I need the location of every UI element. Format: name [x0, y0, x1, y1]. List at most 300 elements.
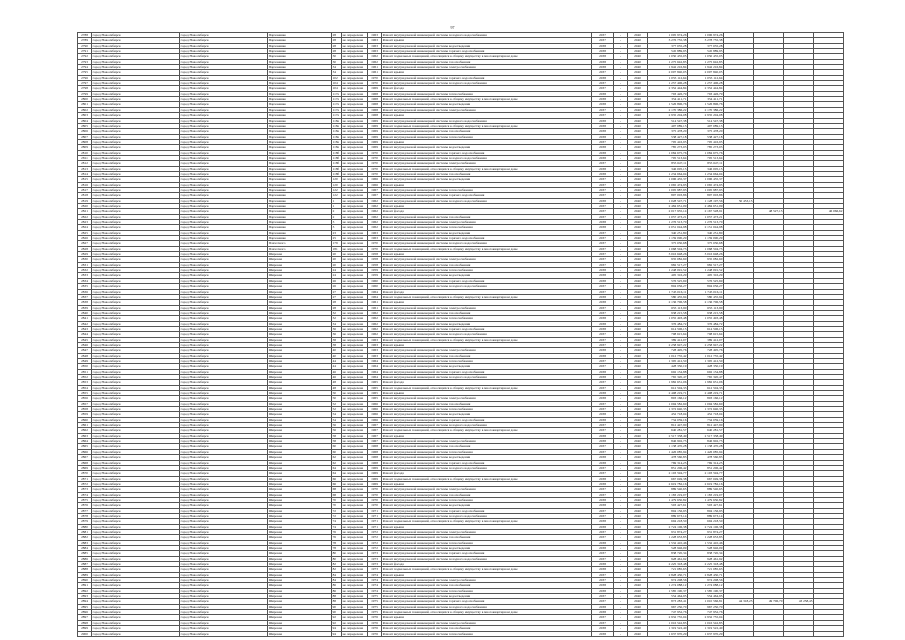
term-year-cell: 2040: [628, 321, 648, 326]
plan-year-cell: 2038: [592, 348, 614, 353]
street-cell: Широкая: [268, 428, 332, 433]
extra-cost-cell-1: 44 318,25: [724, 599, 754, 604]
status-cell: не определена: [342, 562, 368, 567]
cost-cell: 538 427,18: [648, 134, 688, 139]
cost-cell: 705 416,95: [648, 139, 688, 144]
row-number-cell: 2893: [78, 594, 92, 599]
municipality-cell: город Новосибирск: [180, 107, 268, 112]
region-cell: город Новосибирск: [92, 540, 180, 545]
municipality-cell: город Новосибирск: [180, 209, 268, 214]
street-cell: Широкая: [268, 294, 332, 299]
plan-year-cell: 2038: [592, 75, 614, 80]
region-cell: город Новосибирск: [92, 262, 180, 267]
region-cell: город Новосибирск: [92, 316, 180, 321]
work-type-cell: Ремонт внутридомовой инженерной системы электроснабжения: [382, 439, 592, 444]
cost-cell: 1 257 406,28: [648, 81, 688, 86]
status-cell: не определена: [342, 610, 368, 615]
plan-year-cell: 2037: [592, 492, 614, 497]
municipality-cell: город Новосибирск: [180, 620, 268, 625]
plan-year-cell: 2038: [592, 294, 614, 299]
total-cell: 2 828 430,71: [688, 572, 724, 577]
house-number-cell: 52: [332, 401, 342, 406]
row-number-cell: 2835: [78, 284, 92, 289]
street-cell: Широкая: [268, 588, 332, 593]
plan-year-cell: 2037: [592, 214, 614, 219]
street-cell: Широкая: [268, 449, 332, 454]
status-cell: не определена: [342, 599, 368, 604]
street-cell: Пархоменко: [268, 225, 332, 230]
work-type-cell: Ремонт внутридомовой инженерной системы электроснабжения: [382, 487, 592, 492]
region-cell: город Новосибирск: [92, 177, 180, 182]
plan-year-cell: 2038: [592, 273, 614, 278]
construction-year-cell: 1969: [368, 123, 382, 128]
total-cell: 1 274 088,12: [688, 583, 724, 588]
term-year-cell: 2040: [628, 198, 648, 203]
row-number-cell: 2831: [78, 262, 92, 267]
term-year-cell: 2040: [628, 348, 648, 353]
house-number-cell: 44: [332, 358, 342, 363]
street-cell: Широкая: [268, 556, 332, 561]
work-type-cell: Ремонт внутридомовой инженерной системы теплоснабжения: [382, 134, 592, 139]
work-type-cell: Ремонт крыши: [382, 70, 592, 75]
cost-cell: 889 673,14: [648, 513, 688, 518]
work-type-cell: Ремонт внутридомовой инженерной системы водоотведения: [382, 321, 592, 326]
house-number-cell: 90: [332, 610, 342, 615]
total-cell: 528 946,09: [688, 546, 724, 551]
street-cell: Пархоменко: [268, 209, 332, 214]
house-number-cell: 78: [332, 540, 342, 545]
work-type-cell: Ремонт фасада: [382, 209, 592, 214]
municipality-cell: город Новосибирск: [180, 278, 268, 283]
street-cell: Пархоменко: [268, 107, 332, 112]
construction-year-cell: 1966: [368, 412, 382, 417]
dash-cell: -: [614, 428, 628, 433]
construction-year-cell: 1976: [368, 620, 382, 625]
plan-year-cell: 2038: [592, 198, 614, 203]
house-number-cell: 118а: [332, 139, 342, 144]
term-year-cell: 2040: [628, 278, 648, 283]
row-number-cell: 2865: [78, 444, 92, 449]
status-cell: не определена: [342, 86, 368, 91]
dash-cell: -: [614, 252, 628, 257]
term-year-cell: 2040: [628, 273, 648, 278]
work-type-cell: Ремонт внутридомовой инженерной системы горячего водоснабжения: [382, 75, 592, 80]
plan-year-cell: 2037: [592, 257, 614, 262]
total-cell: 2 352 444,84: [688, 86, 724, 91]
street-cell: Широкая: [268, 615, 332, 620]
term-year-cell: 2040: [628, 187, 648, 192]
status-cell: не определена: [342, 150, 368, 155]
region-cell: город Новосибирск: [92, 551, 180, 556]
row-number-cell: 2859: [78, 412, 92, 417]
construction-year-cell: 1963: [368, 33, 382, 38]
work-type-cell: Ремонт внутридомовой инженерной системы газоснабжения: [382, 626, 592, 631]
plan-year-cell: 2038: [592, 369, 614, 374]
row-number-cell: 2812: [78, 161, 92, 166]
term-year-cell: 2040: [628, 204, 648, 209]
cost-cell: 2 619 782,16: [648, 481, 688, 486]
construction-year-cell: 1966: [368, 407, 382, 412]
total-cell: 804 156,93: [688, 508, 724, 513]
construction-year-cell: 1970: [368, 75, 382, 80]
total-cell: 354 411,71: [688, 97, 724, 102]
dash-cell: -: [614, 412, 628, 417]
work-type-cell: Ремонт крыши: [382, 615, 592, 620]
plan-year-cell: 2038: [592, 225, 614, 230]
status-cell: не определена: [342, 465, 368, 470]
cost-cell: 428 350,19: [648, 364, 688, 369]
region-cell: город Новосибирск: [92, 610, 180, 615]
work-type-cell: Ремонт внутридомовой инженерной системы холодного водоснабжения: [382, 118, 592, 123]
construction-year-cell: 1973: [368, 562, 382, 567]
row-number-cell: 2889: [78, 572, 92, 577]
municipality-cell: город Новосибирск: [180, 546, 268, 551]
cost-cell: 1 068 504,73: [648, 246, 688, 251]
term-year-cell: 2040: [628, 439, 648, 444]
plan-year-cell: 2038: [592, 316, 614, 321]
street-cell: Пархоменко: [268, 182, 332, 187]
total-cell: 514 547,38: [688, 118, 724, 123]
construction-year-cell: 1958: [368, 262, 382, 267]
region-cell: город Новосибирск: [92, 433, 180, 438]
region-cell: город Новосибирск: [92, 107, 180, 112]
row-number-cell: 2860: [78, 417, 92, 422]
street-cell: Широкая: [268, 562, 332, 567]
term-year-cell: 2040: [628, 375, 648, 380]
region-cell: город Новосибирск: [92, 278, 180, 283]
work-type-cell: Ремонт подвальных помещений, относящихся к общему имуществу в многоквартирном доме: [382, 123, 592, 128]
total-cell: 612 504,33: [688, 385, 724, 390]
region-cell: город Новосибирск: [92, 43, 180, 48]
row-number-cell: 2826: [78, 236, 92, 241]
cost-cell: 804 156,93: [648, 508, 688, 513]
region-cell: город Новосибирск: [92, 449, 180, 454]
municipality-cell: город Новосибирск: [180, 455, 268, 460]
plan-year-cell: 2037: [592, 187, 614, 192]
work-type-cell: Ремонт подвальных помещений, относящихся к общему имуществу в многоквартирном доме: [382, 385, 592, 390]
total-cell: 503 427,61: [688, 503, 724, 508]
total-cell: 1 982 631,06: [688, 380, 724, 385]
street-cell: Широкая: [268, 396, 332, 401]
plan-year-cell: 2037: [592, 182, 614, 187]
total-cell: 2 932 755,04: [688, 615, 724, 620]
municipality-cell: город Новосибирск: [180, 481, 268, 486]
street-cell: Широкая: [268, 610, 332, 615]
cost-cell: 2 225 318,48: [648, 562, 688, 567]
row-number-cell: 2877: [78, 508, 92, 513]
cost-cell: 614 506,15: [648, 326, 688, 331]
dash-cell: -: [614, 481, 628, 486]
term-year-cell: 2040: [628, 620, 648, 625]
plan-year-cell: 2038: [592, 546, 614, 551]
dash-cell: -: [614, 572, 628, 577]
status-cell: не определена: [342, 519, 368, 524]
row-number-cell: 2797: [78, 81, 92, 86]
house-number-cell: 40: [332, 353, 342, 358]
status-cell: не определена: [342, 187, 368, 192]
dash-cell: -: [614, 246, 628, 251]
construction-year-cell: 1967: [368, 439, 382, 444]
total-cell: 1 094 582,60: [688, 401, 724, 406]
work-type-cell: Ремонт внутридомовой инженерной системы теплоснабжения: [382, 316, 592, 321]
total-cell: 694 218,50: [688, 519, 724, 524]
plan-year-cell: 2037: [592, 262, 614, 267]
construction-year-cell: 1970: [368, 161, 382, 166]
work-type-cell: Ремонт внутридомовой инженерной системы водоотведения: [382, 364, 592, 369]
construction-year-cell: 1961: [368, 70, 382, 75]
region-cell: город Новосибирск: [92, 604, 180, 609]
row-number-cell: 2885: [78, 551, 92, 556]
term-year-cell: 2040: [628, 396, 648, 401]
region-cell: город Новосибирск: [92, 118, 180, 123]
municipality-cell: город Новосибирск: [180, 487, 268, 492]
term-year-cell: 2040: [628, 118, 648, 123]
total-cell: 2 408 219,71: [688, 391, 724, 396]
work-type-cell: Ремонт внутридомовой инженерной системы водоотведения: [382, 102, 592, 107]
construction-year-cell: 1974: [368, 578, 382, 583]
municipality-cell: город Новосибирск: [180, 460, 268, 465]
street-cell: Пархоменко: [268, 91, 332, 96]
cost-cell: 2 517 338,49: [648, 433, 688, 438]
plan-year-cell: 2038: [592, 562, 614, 567]
term-year-cell: 2040: [628, 567, 648, 572]
region-cell: город Новосибирск: [92, 193, 180, 198]
term-year-cell: 2040: [628, 113, 648, 118]
total-cell: 346 005,15: [688, 166, 724, 171]
term-year-cell: 2040: [628, 289, 648, 294]
status-cell: не определена: [342, 198, 368, 203]
work-type-cell: Ремонт подвальных помещений, относящихся к общему имуществу в многоквартирном доме: [382, 567, 592, 572]
plan-year-cell: 2038: [592, 326, 614, 331]
total-cell: 1 005 987,93: [688, 187, 724, 192]
status-cell: не определена: [342, 342, 368, 347]
status-cell: не определена: [342, 567, 368, 572]
extra-cost-cell-1: [724, 631, 754, 636]
municipality-cell: город Новосибирск: [180, 567, 268, 572]
region-cell: город Новосибирск: [92, 583, 180, 588]
row-number-cell: 2842: [78, 321, 92, 326]
street-cell: Пархоменко: [268, 220, 332, 225]
street-cell: Широкая: [268, 508, 332, 513]
row-number-cell: 2897: [78, 615, 92, 620]
total-cell: 1 055 493,48: [688, 316, 724, 321]
municipality-cell: город Новосибирск: [180, 86, 268, 91]
work-type-cell: Ремонт подвальных помещений, относящихся к общему имуществу в многоквартирном доме: [382, 476, 592, 481]
region-cell: город Новосибирск: [92, 460, 180, 465]
region-cell: город Новосибирск: [92, 145, 180, 150]
dash-cell: -: [614, 236, 628, 241]
dash-cell: -: [614, 492, 628, 497]
house-number-cell: 94: [332, 626, 342, 631]
dash-cell: -: [614, 268, 628, 273]
row-number-cell: 2807: [78, 134, 92, 139]
region-cell: город Новосибирск: [92, 33, 180, 38]
region-cell: город Новосибирск: [92, 476, 180, 481]
plan-year-cell: 2038: [592, 155, 614, 160]
construction-year-cell: 1963: [368, 38, 382, 43]
row-number-cell: 2846: [78, 342, 92, 347]
plan-year-cell: 2038: [592, 503, 614, 508]
status-cell: не определена: [342, 75, 368, 80]
dash-cell: -: [614, 385, 628, 390]
term-year-cell: 2040: [628, 33, 648, 38]
construction-year-cell: 1968: [368, 102, 382, 107]
plan-year-cell: 2037: [592, 204, 614, 209]
term-year-cell: 2040: [628, 193, 648, 198]
dash-cell: -: [614, 556, 628, 561]
region-cell: город Новосибирск: [92, 337, 180, 342]
term-year-cell: 2040: [628, 257, 648, 262]
term-year-cell: 2040: [628, 171, 648, 176]
municipality-cell: город Новосибирск: [180, 198, 268, 203]
region-cell: город Новосибирск: [92, 241, 180, 246]
municipality-cell: город Новосибирск: [180, 225, 268, 230]
cost-cell: 1 183 219,07: [648, 492, 688, 497]
work-type-cell: Ремонт внутридомовой инженерной системы горячего водоснабжения: [382, 417, 592, 422]
status-cell: не определена: [342, 193, 368, 198]
street-cell: Пархоменко: [268, 198, 332, 203]
house-number-cell: 2: [332, 214, 342, 219]
total-cell: 974 208,56: [688, 578, 724, 583]
street-cell: Широкая: [268, 572, 332, 577]
dash-cell: -: [614, 118, 628, 123]
municipality-cell: город Новосибирск: [180, 599, 268, 604]
status-cell: не определена: [342, 268, 368, 273]
construction-year-cell: 1963: [368, 337, 382, 342]
cost-cell: 765 320,47: [648, 375, 688, 380]
term-year-cell: 2040: [628, 155, 648, 160]
row-number-cell: 2878: [78, 513, 92, 518]
cost-cell: 340 251,80: [648, 230, 688, 235]
cost-cell: 873 283,41: [648, 599, 688, 604]
region-cell: город Новосибирск: [92, 513, 180, 518]
street-cell: Широкая: [268, 337, 332, 342]
row-number-cell: 2800: [78, 97, 92, 102]
plan-year-cell: 2037: [592, 615, 614, 620]
region-cell: город Новосибирск: [92, 626, 180, 631]
plan-year-cell: 2037: [592, 513, 614, 518]
row-number-cell: 2836: [78, 289, 92, 294]
work-type-cell: Ремонт внутридомовой инженерной системы электроснабжения: [382, 396, 592, 401]
term-year-cell: 2040: [628, 503, 648, 508]
dash-cell: -: [614, 257, 628, 262]
cost-cell: 376 484,72: [648, 321, 688, 326]
dash-cell: -: [614, 171, 628, 176]
row-number-cell: 2830: [78, 257, 92, 262]
construction-year-cell: 1963: [368, 348, 382, 353]
construction-year-cell: 1965: [368, 396, 382, 401]
term-year-cell: 2040: [628, 460, 648, 465]
municipality-cell: город Новосибирск: [180, 182, 268, 187]
house-number-cell: 80: [332, 556, 342, 561]
house-number-cell: 117а: [332, 91, 342, 96]
cost-cell: 2 352 444,84: [648, 86, 688, 91]
dash-cell: -: [614, 289, 628, 294]
total-cell: 389 412,07: [688, 337, 724, 342]
work-type-cell: Ремонт внутридомовой инженерной системы электроснабжения: [382, 529, 592, 534]
plan-year-cell: 2037: [592, 310, 614, 315]
status-cell: не определена: [342, 353, 368, 358]
cost-cell: 793 426,79: [648, 91, 688, 96]
region-cell: город Новосибирск: [92, 273, 180, 278]
municipality-cell: город Новосибирск: [180, 139, 268, 144]
plan-year-cell: 2038: [592, 417, 614, 422]
municipality-cell: город Новосибирск: [180, 284, 268, 289]
status-cell: не определена: [342, 481, 368, 486]
dash-cell: -: [614, 33, 628, 38]
municipality-cell: город Новосибирск: [180, 54, 268, 59]
dash-cell: -: [614, 380, 628, 385]
house-number-cell: 23: [332, 230, 342, 235]
work-type-cell: Ремонт внутридомовой инженерной системы холодного водоснабжения: [382, 375, 592, 380]
total-cell: 982 517,27: [688, 262, 724, 267]
work-type-cell: Ремонт внутридомовой инженерной системы теплоснабжения: [382, 407, 592, 412]
region-cell: город Новосибирск: [92, 300, 180, 305]
total-cell: 2 484 651,09: [688, 204, 724, 209]
construction-year-cell: 1964: [368, 364, 382, 369]
house-number-cell: 56: [332, 428, 342, 433]
street-cell: Широкая: [268, 391, 332, 396]
street-cell: Широкая: [268, 476, 332, 481]
dash-cell: -: [614, 449, 628, 454]
house-number-cell: 28: [332, 43, 342, 48]
region-cell: город Новосибирск: [92, 391, 180, 396]
total-cell: 928 461,92: [688, 556, 724, 561]
street-cell: Широкая: [268, 529, 332, 534]
status-cell: не определена: [342, 113, 368, 118]
plan-year-cell: 2037: [592, 209, 614, 214]
dash-cell: -: [614, 241, 628, 246]
row-number-cell: 2900: [78, 631, 92, 636]
cost-cell: 705 513,64: [648, 155, 688, 160]
dash-cell: -: [614, 455, 628, 460]
dash-cell: -: [614, 91, 628, 96]
row-number-cell: 2850: [78, 364, 92, 369]
row-number-cell: 2890: [78, 578, 92, 583]
plan-year-cell: 2038: [592, 476, 614, 481]
work-type-cell: Ремонт внутридомовой инженерной системы теплоснабжения: [382, 187, 592, 192]
work-type-cell: Ремонт внутридомовой инженерной системы горячего водоснабжения: [382, 551, 592, 556]
plan-year-cell: 2037: [592, 471, 614, 476]
plan-year-cell: 2038: [592, 460, 614, 465]
status-cell: не определена: [342, 385, 368, 390]
construction-year-cell: 1963: [368, 43, 382, 48]
term-year-cell: 2040: [628, 268, 648, 273]
total-cell: 851 206,42: [688, 465, 724, 470]
dash-cell: -: [614, 102, 628, 107]
work-type-cell: Ремонт внутридомовой инженерной системы горячего водоснабжения: [382, 278, 592, 283]
street-cell: Пархоменко: [268, 97, 332, 102]
region-cell: город Новосибирск: [92, 81, 180, 86]
region-cell: город Новосибирск: [92, 182, 180, 187]
region-cell: город Новосибирск: [92, 465, 180, 470]
cost-cell: 1 028 547,71: [648, 198, 688, 203]
total-cell: 376 484,72: [688, 321, 724, 326]
construction-year-cell: 1959: [368, 273, 382, 278]
house-number-cell: 94: [332, 631, 342, 636]
cost-cell: 655 113,90: [648, 305, 688, 310]
work-type-cell: Ремонт крыши: [382, 481, 592, 486]
construction-year-cell: 1964: [368, 375, 382, 380]
total-cell: 1 372 640,35: [688, 407, 724, 412]
region-cell: город Новосибирск: [92, 524, 180, 529]
region-cell: город Новосибирск: [92, 161, 180, 166]
row-number-cell: 2870: [78, 471, 92, 476]
municipality-cell: город Новосибирск: [180, 519, 268, 524]
status-cell: не определена: [342, 273, 368, 278]
row-number-cell: 2898: [78, 620, 92, 625]
dash-cell: -: [614, 49, 628, 54]
